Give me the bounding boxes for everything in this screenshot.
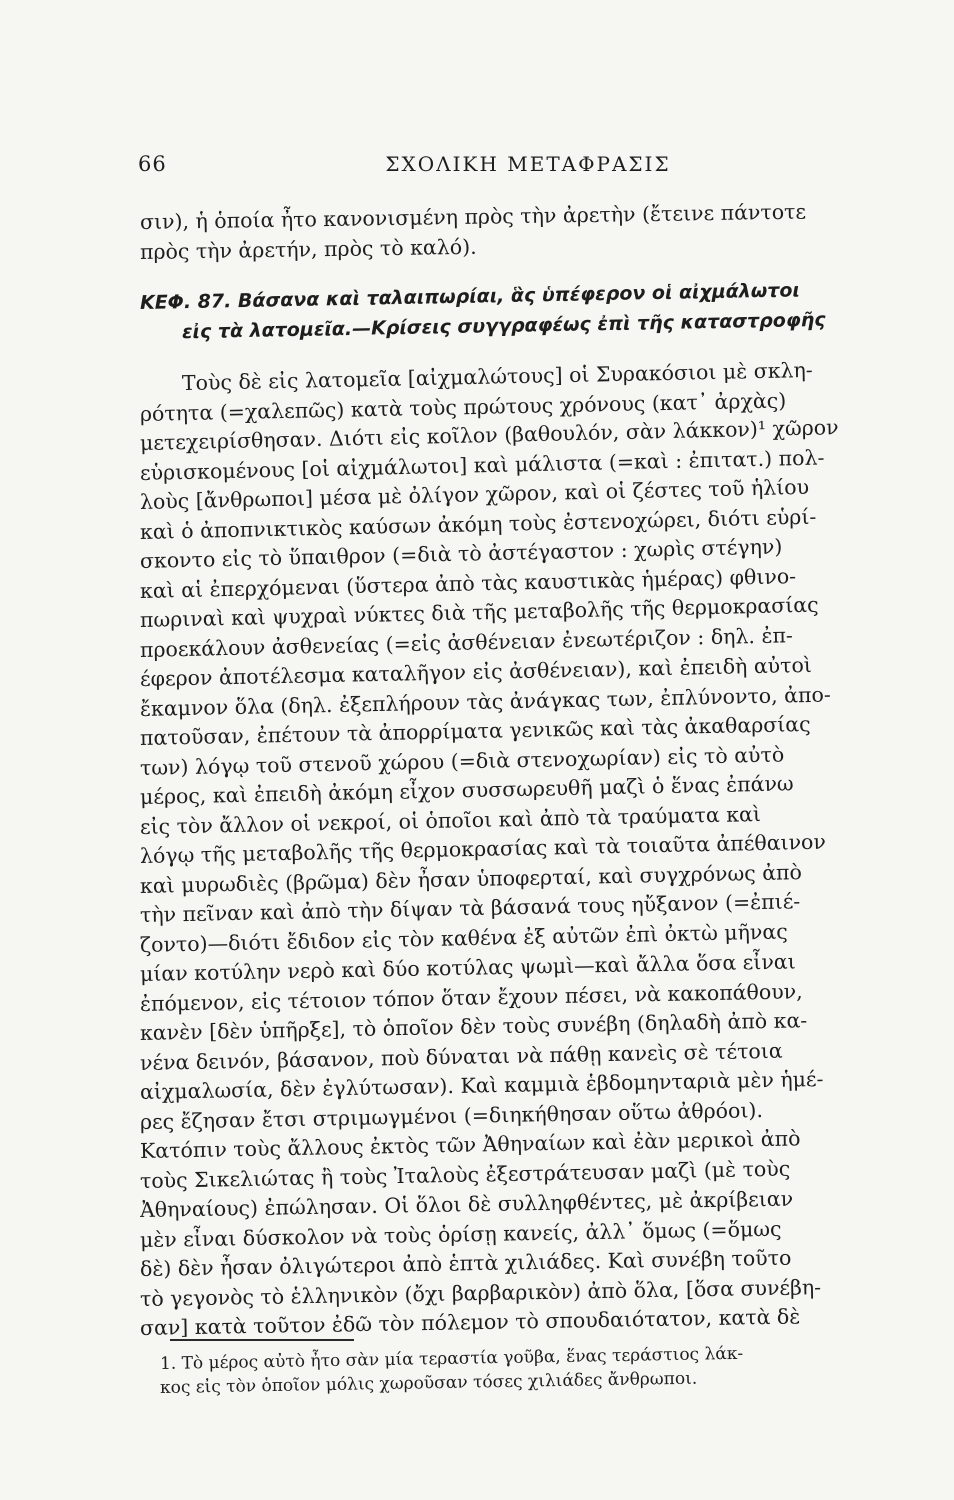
text-line: σκοντο εἰς τὸ ὕπαιθρον (=διὰ τὸ ἀστέγαστον : χωρὶς στέγην) xyxy=(139,534,783,573)
footnote-line: 1. Τὸ μέρος αὐτὸ ἦτο σὰν μία τεραστία γοῦβα, ἕνας τεράστιος λάκ- xyxy=(159,1343,744,1374)
text-line: έφερον ἀποτέλεσμα καταλῆγον εἰς ἀσθένειαν), καὶ ἐπειδὴ αὐτοὶ xyxy=(139,652,813,691)
page-number: 66 xyxy=(138,152,167,176)
text-line: κανὲν [δὲν ὑπῆρξε], τὸ ὁποῖον δὲν τοὺς συνέβη (δηλαδὴ ἀπὸ κα- xyxy=(139,1008,808,1045)
text-line: ἔκαμνον ὅλα (δηλ. ἐξεπλήρουν τὰς ἀνάγκας των, ἐπλύνοντο, ἀπο- xyxy=(139,682,831,721)
footnote-divider xyxy=(170,1339,354,1341)
text-line: νένα δεινόν, βάσανον, ποὺ δύναται νὰ πάθῃ κανεὶς σὲ τέτοια xyxy=(139,1038,783,1075)
text-line: πατοῦσαν, ἐπέτουν τὰ ἀπορρίματα γενικῶς καὶ τὰς ἀκαθαρσίας xyxy=(139,711,811,750)
text-line: δὲ) δὲν ἦσαν ὀλιγώτεροι ἀπὸ ἑπτὰ χιλιάδες. Καὶ συνέβη τοῦτο xyxy=(139,1245,792,1281)
text-line: εἰς τὸν ἄλλον οἱ νεκροί, οἱ ὁποῖοι καὶ ἀπὸ τὰ τραύματα καὶ xyxy=(139,801,762,839)
footnote xyxy=(159,1343,890,1400)
text-line: τὴν πεῖναν καὶ ἀπὸ τὴν δίψαν τὰ βάσανά τους ηὔξανον (=ἐπιέ- xyxy=(139,889,801,927)
text-line: μέρος, καὶ ἐπειδὴ ἀκόμη εἶχον συσσωρευθῆ μαζὶ ὁ ἕνας ἐπάνω xyxy=(139,771,794,809)
text-line: σαν] κατὰ τοῦτον ἐδῶ τὸν πόλεμον τὸ σπουδαιότατον, κατὰ δὲ xyxy=(139,1304,801,1340)
text-line: καὶ μυρωδιὲς (βρῶμα) δὲν ἦσαν ὑποφερταί, καὶ συγχρόνως ἀπὸ xyxy=(139,859,803,898)
text-line: μὲν εἶναι δύσκολον νὰ τοὺς ὁρίσῃ κανείς, ἀλλ᾽ ὅμως (=ὅμως xyxy=(139,1216,782,1252)
text-line: τοὺς Σικελιώτας ἢ τοὺς Ἰταλοὺς ἐξεστράτευσαν μαζὶ (μὲ τοὺς xyxy=(139,1156,791,1193)
text-line: λόγῳ τῆς μεταβολῆς τῆς θερμοκρασίας καὶ τὰ τοιαῦτα ἀπέθαινον xyxy=(139,829,827,868)
text-line: ρότητα (=χαλεπῶς) κατὰ τοὺς πρώτους χρόνους (κατ᾽ ἀρχὰς) xyxy=(139,387,787,426)
paragraph-first-line: Τοὺς δὲ εἰς λατομεῖα [αἰχμαλώτους] οἱ Συρακόσιοι μὲ σκλη- xyxy=(181,357,813,396)
text-line: καὶ ὁ ἀποπνικτικὸς καύσων ἀκόμη τοὺς ἐστενοχώρει, διότι εὑρί- xyxy=(139,504,817,544)
footnote-line: κος εἰς τὸν ὁποῖον μόλις χωροῦσαν τόσες χιλιάδες ἄνθρωποι. xyxy=(159,1368,698,1398)
body-text xyxy=(139,199,890,1344)
text-line: ρες ἔζησαν ἔτσι στριμωγμένοι (=διηκήθησαν οὕτω ἀθρόοι). xyxy=(139,1097,764,1134)
text-line: μίαν κοτύλην νερὸ καὶ δύο κοτύλας ψωμὶ—καὶ ἄλλα ὅσα εἶναι xyxy=(139,949,796,986)
text-line: Ἀθηναίους) ἐπώλησαν. Οἱ ὅλοι δὲ συλληφθέντες, μὲ ἀκρίβειαν xyxy=(139,1186,794,1222)
text-line: των) λόγῳ τοῦ στενοῦ χώρου (=διὰ στενοχωρίαν) εἰς τὸ αὐτὸ xyxy=(139,742,785,780)
text-line: Κατόπιν τοὺς ἄλλους ἐκτὸς τῶν Ἀθηναίων καὶ ἐὰν μερικοὶ ἀπὸ xyxy=(139,1126,801,1163)
page-header xyxy=(138,152,898,182)
text-line: προεκάλουν ἀσθενείας (=εἰς ἀσθένειαν ἐνεωτέριζον : δηλ. ἐπ- xyxy=(139,622,794,662)
text-line: εὑρισκομένους [οἱ αἰχμάλωτοι] καὶ μάλιστα (=καὶ : ἐπιτατ.) πολ- xyxy=(139,444,825,485)
text-line: ζοντο)—διότι ἔδιδον εἰς τὸν καθένα ἐξ αὐτῶν ἐπὶ ὀκτὼ μῆνας xyxy=(139,918,788,957)
text-line: πωριναὶ καὶ ψυχραὶ νύκτες διὰ τῆς μεταβολῆς τῆς θερμοκρασίας xyxy=(139,592,819,632)
text-line: μετεχειρίσθησαν. Διότι εἰς κοῖλον (βαθουλόν, σὰν λάκκον)¹ χῶρον xyxy=(139,415,839,455)
text-line: σιν), ἡ ὁποία ἦτο κανονισμένη πρὸς τὴν ἀρετὴν (ἔτεινε πάντοτε xyxy=(139,199,807,234)
text-line: τὸ γεγονὸς τὸ ἑλληνικὸν (ὄχι βαρβαρικὸν) ἀπὸ ὅλα, [ὅσα συνέβη- xyxy=(139,1274,822,1311)
text-line: αἰχμαλωσία, δὲν ἐγλύτωσαν). Καὶ καμμιὰ ἑβδομηνταριὰ μὲν ἡμέ- xyxy=(139,1066,824,1104)
chapter-heading-continued: εἰς τὰ λατομεῖα.—Κρίσεις συγγραφέως ἐπὶ τῆς καταστροφῆς xyxy=(181,308,826,343)
text-line: λοὺς [ἄνθρωποι] μέσα μὲ ὀλίγον χῶρον, καὶ οἱ ζέστες τοῦ ἡλίου xyxy=(139,474,810,514)
text-line: ἐπόμενον, εἰς τέτοιον τόπον ὅταν ἔχουν πέσει, νὰ κακοπάθουν, xyxy=(139,978,803,1016)
text-line: πρὸς τὴν ἀρετήν, πρὸς τὸ καλό). xyxy=(139,234,477,264)
running-title: ΣΧΟΛΙΚΗ ΜΕΤΑΦΡΑΣΙΣ xyxy=(385,152,671,176)
chapter-heading: ΚΕΦ. 87. Βάσανα καὶ ταλαιπωρίαι, ἃς ὑπέφερον οἱ αἰχμάλωτοι xyxy=(139,279,801,314)
text-line: καὶ αἱ ἐπερχόμεναι (ὕστερα ἀπὸ τὰς καυστικὰς ἡμέρας) φθινο- xyxy=(139,563,797,603)
